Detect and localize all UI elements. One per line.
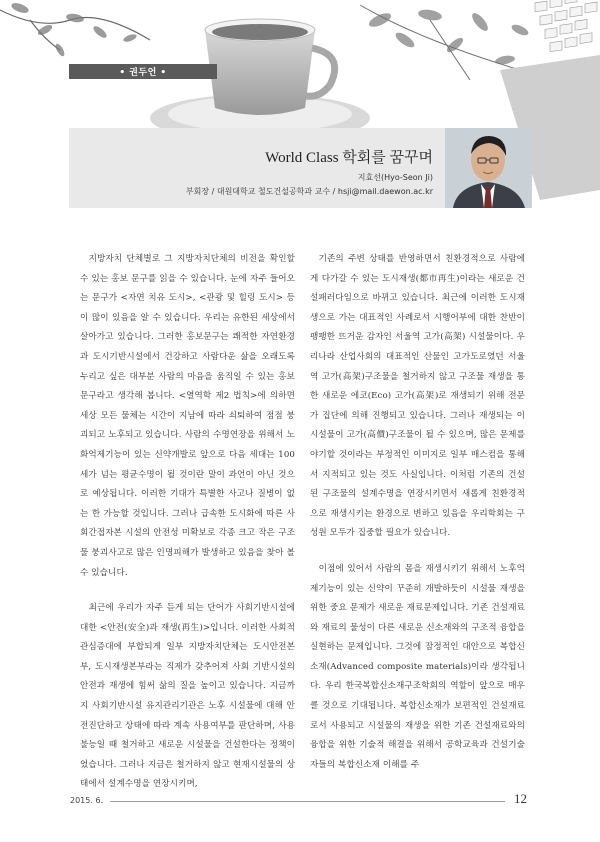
coffee-cup-decoration — [150, 19, 370, 142]
footer-date: 2015. 6. — [70, 796, 104, 805]
article-title: World Class 학회를 꿈꾸며 — [265, 150, 433, 166]
body-paragraph: 기존의 주변 상태를 반영하면서 친환경적으로 사람에게 다가갈 수 있는 도시재생(都市再生)이라는 새로운 건설패러다임으로 바뀌고 있습니다. 최근에 이러한 도시재생으로 가는 대표적인 사례로서 시행어부에 대한 찬반이 팽팽한 뜨거운 감자인 서울역 고가(高架) 시설물이다. 우리나라 산업사회의 대표적인 산물인 고가도로였던 서울역 고가(高架)구조물을 철거하지 않고 구조물 재생을 통한 새로운 에코(Eco) 고가(高架)로 재생되기 위해 전문가 집단에 의해 진행되고 있습니다. 그러나 재생되는 이 시설물이 고가(高價)구조물이 될 수 있으며, 많은 문제를 야기할 것이라는 부정적인 이미지로 일부 매스컴을 통해서 지적되고 있는 것도 사실입니다. 이처럼 기존의 건설된 구조물의 설계수명을 연장시키면서 새롭게 친환경적으로 재생시키는 환경으로 변하고 있음을 우리학회는 구성원 모두가 집중할 필요가 있습니다. — [310, 254, 525, 539]
body-paragraph: 지방자치 단체별로 그 지방자치단체의 비전을 확인할 수 있는 홍보 문구를 읽을 수 있습니다. 눈에 자주 들어오는 문구가 <자연 치유 도시>, <관광 및 힐링 도시> 등이 많이 있음을 알 수 있습니다. 우리는 유한된 세상에서 살아가고 있습니다. 그러한 홍보문구는 쾌적한 자연환경과 도시기반시설에서 건강하고 사람다운 삶을 오래도록 누리고 싶은 대부분 사람의 마음을 움직일 수 있는 홍보문구라고 생각해 봅니다. <열역학 제2 법칙>에 의하면 세상 모든 물체는 시간이 지남에 따라 쇠퇴하여 점점 붕괴되고 노후되고 있습니다. 사람의 수명연장을 위해서 노화억제기능이 있는 신약개발로 앞으로 다음 세대는 100세가 넘는 평균수명이 될 것이란 말이 과언이 아닌 것으로 예상됩니다. 이러한 기대가 특별한 사고나 질병이 없는 한 가능할 것입니다. 그러나 급속한 도시화에 따른 사회간접자본 시설의 안전성 미확보로 각종 크고 작은 구조물 붕괴사고로 많은 인명피해가 발생하고 있음을 찾아 볼 수 있습니다. — [80, 254, 295, 578]
author-photo — [445, 128, 532, 208]
author-affiliation: 부회장 / 대원대학교 철도건설공학과 교수 / hsji@mail.daewon.ac.kr — [185, 187, 433, 196]
section-tag: • 권두언 • — [69, 64, 217, 79]
body-column-right — [310, 250, 525, 791]
author-name: 지효선(Hyo-Seon Ji) — [357, 173, 433, 182]
page-number: 12 — [514, 791, 527, 806]
hero-banner — [0, 0, 600, 235]
body-paragraph: 최근에 우리가 자주 듣게 되는 단어가 사회기반시설에 대한 <안전(安全)과 재생(再生)>입니다. 이러한 사회적 관심증대에 부합되게 일부 지방자치단체는 도시안전본부, 도시재생본부라는 직제가 갖추어져 사회 기반시설의 안전과 재생에 힘써 삶의 질을 높이고 있습니다. 지금까지 사회기반시설 유지관리기관은 노후 시설물에 대해 안전진단하고 상태에 따라 계속 사용여부를 판단하며, 사용 불능일 때 철거하고 새로운 시설물을 건설한다는 정책이었습니다. 그러나 지금은 철거하지 않고 현재시설물의 상태에서 설계수명을 연장시키며, — [80, 603, 295, 790]
title-box — [69, 128, 445, 208]
body-column-left — [80, 250, 295, 811]
body-paragraph: 이점에 있어서 사람의 몸을 재생시키기 위해서 노후억제기능이 있는 신약이 꾸준히 개발하듯이 시설물 재생을 위한 중요 문제가 새로운 재료문제입니다. 기존 건설재료와 재료의 물성이 다른 새로운 신소재와의 구조적 융합을 실현하는 문제입니다. 그것에 잠정적인 대안으로 복합신소재(Advanced composite materials)이라 생각됩니다. 우리 한국복합신소재구조학회의 역할이 앞으로 매우 클 것으로 기대됩니다. 복합신소재가 보편적인 건설재료로서 사용되고 시설물의 재생을 위한 기존 건설재료와의 융합을 위한 기술적 해결을 위해서 공학교육과 건설기술자들의 복합신소재 이해를 주 — [310, 563, 525, 770]
footer-divider — [110, 801, 505, 802]
